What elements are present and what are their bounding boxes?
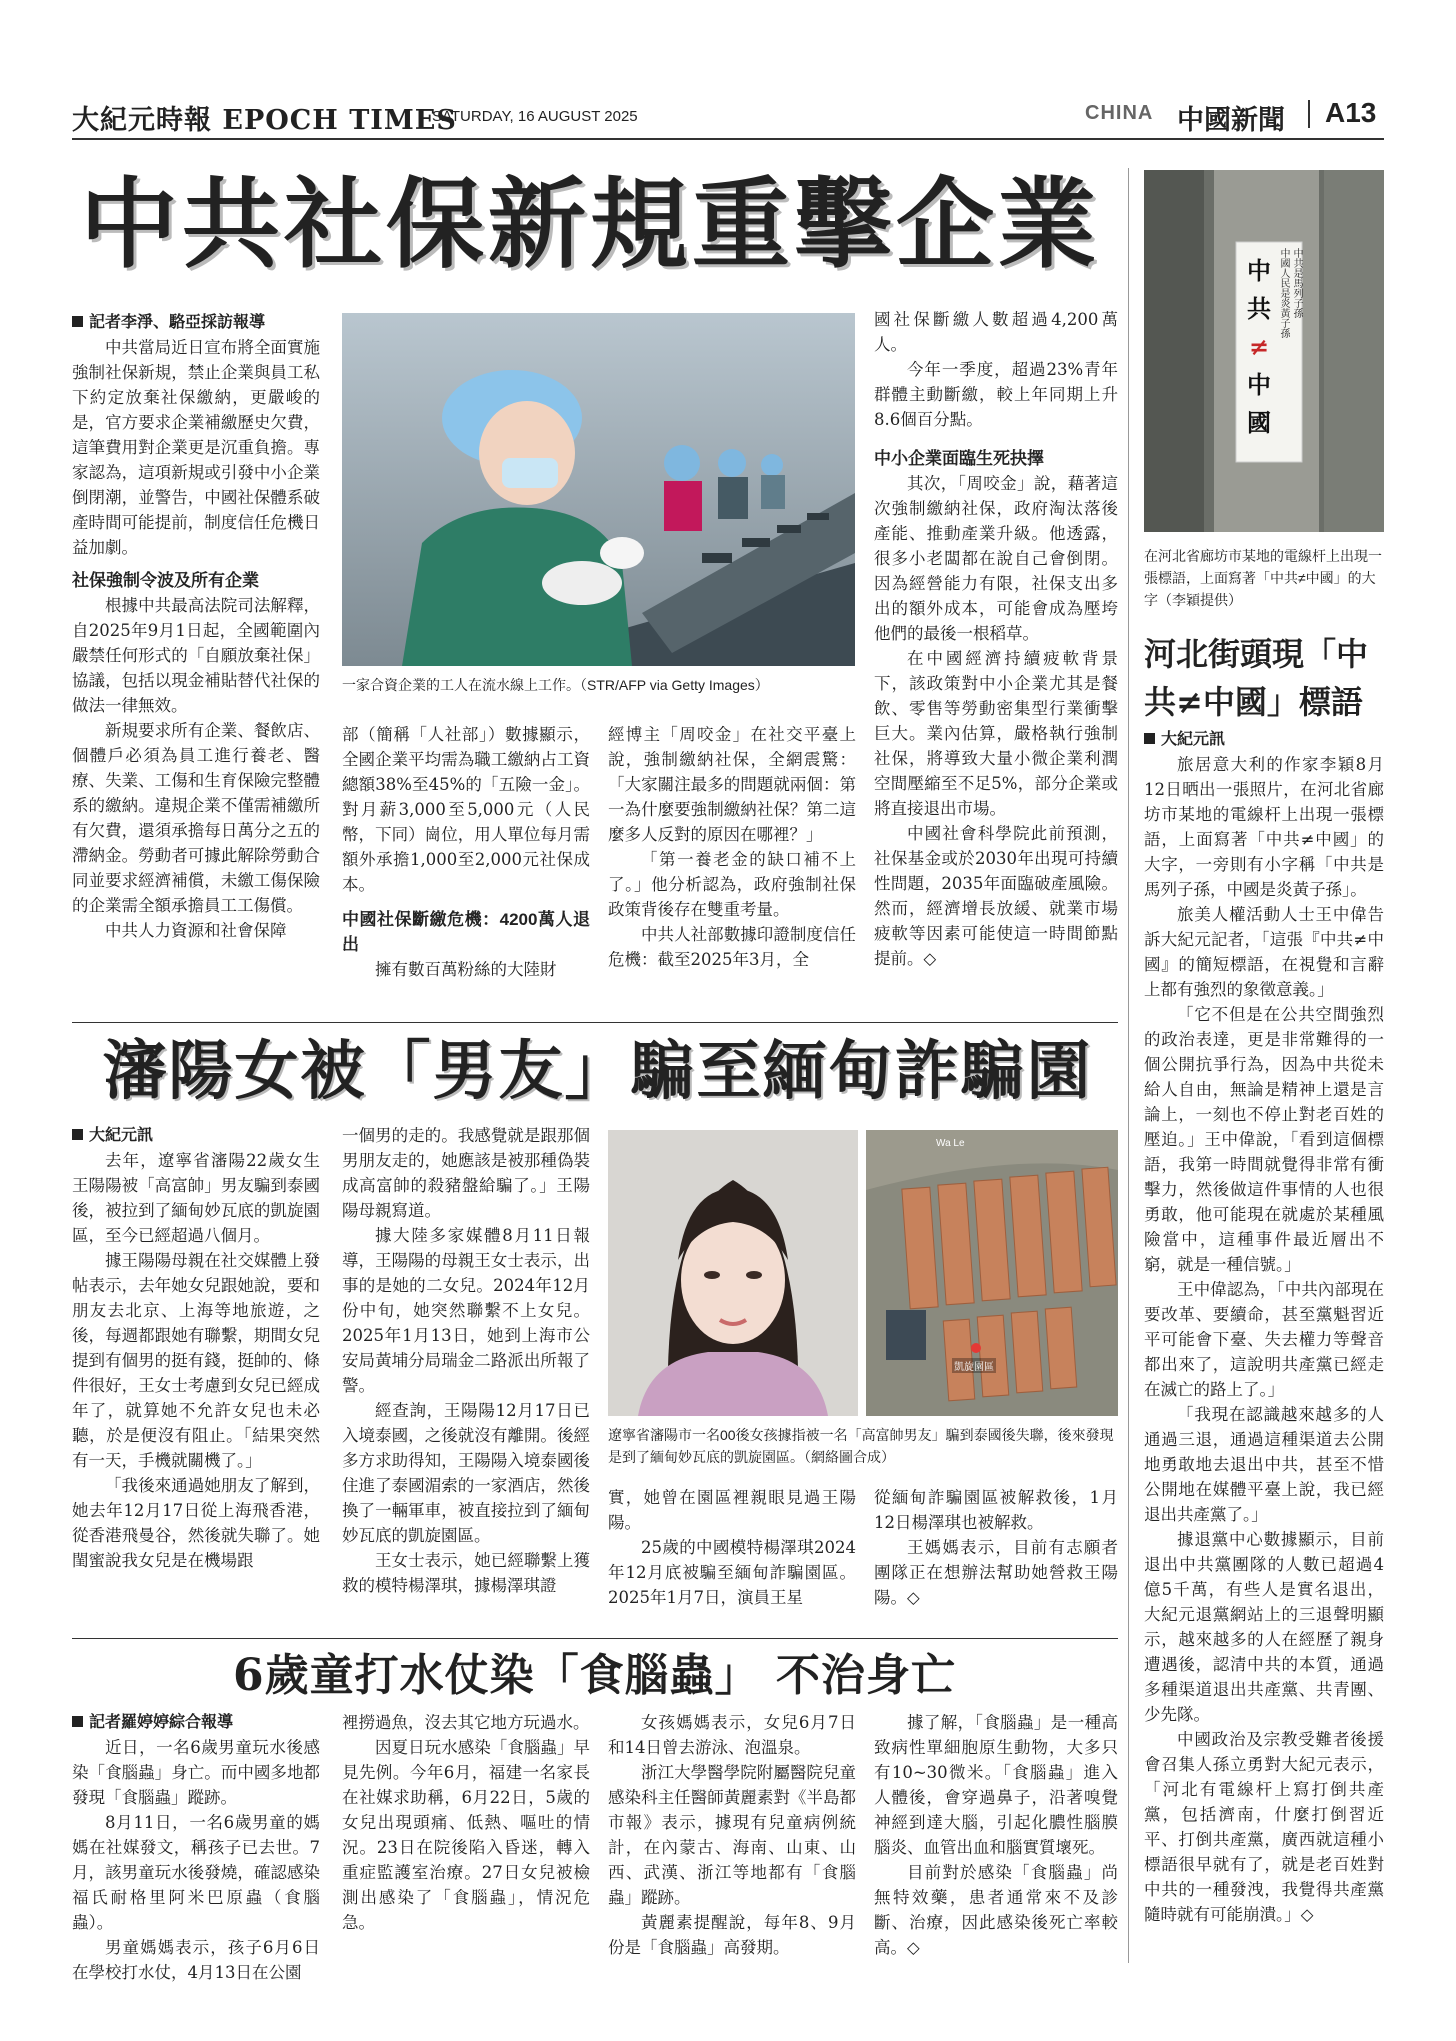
article1-byline: 記者李淨、駱亞採訪報導 (72, 310, 320, 335)
sidebar-body: 大紀元訊 旅居意大利的作家李穎8月12日晒出一張照片，在河北省廊坊市某地的電線杆上出現一張標語，上面寫著「中共≠中國」的大字，一旁則有小字稱「中共是馬列子孫，中國是炎黃子孫」。 旅美人權活動人士王中偉告訴大紀元記者，「這張『中共≠中國』的簡短標語，在視覺和言辭上都有強烈的象徵意義。」 「它不但是在公共空間強烈的政治表達，更是非常難得的一個公開抗爭行為，因為中共從未給人自由，無論是精神上還是言論上，一刻也不停止對老百姓的壓迫。」王中偉說，「看到這個標語，我第一時間就覺得非常有衝擊力，然後做這件事情的人也很勇敢，他可能現在就處於某種風險當中，這種事件最近層出不窮，就是一種信號。」 王中偉認為，「中共內部現在要改革、要續命，甚至黨魁習近平可能會下臺、失去權力等聲音都出來了，這說明共產黨已經走在滅亡的路上了。」 「我現在認識越來越多的人通過三退，通過這種渠道去公開地勇敢地去退出中共，甚至不惜公開地在媒體平臺上說，我已經退出共產黨了。」 據退黨中心數據顯示，目前退出中共黨團隊的人數已超過4億5千萬，有些人是實名退出，大紀元退黨網站上的三退聲明顯示，越來越多的人在經歷了親身遭遇後，認清中共的本質，通過多種渠道退出共產黨、共青團、少先隊。 中國政治及宗教受難者後援會召集人孫立勇對大紀元表示，「河北有電線杆上寫打倒共產黨，包括濟南，什麼打倒習近平、打倒共產黨，廣西就這種小標語很早就有了，就是老百姓對中共的一種發洩，我覺得共產黨隨時就有可能崩潰。」◇ (1144, 727, 1384, 1927)
portrait-photo (608, 1130, 858, 1416)
article2-col2: 一個男的走的。我感覺就是跟那個男朋友走的，她應該是被那種偽裝成高富帥的殺豬盤給騙了。」王陽陽母親寫道。 據大陸多家媒體8月11日報導，王陽陽的母親王女士表示，出事的是她的二女兒。2024年12月份中旬，她突然聯繫不上女兒。2025年1月13日，她到上海市公安局黃埔分局瑞金二路派出所報了警。 經查詢，王陽陽12月17日已入境泰國，之後就沒有離開。後經多方求助得知，王陽陽入境泰國後住進了泰國湄索的一家酒店，然後換了一輛軍車，被直接拉到了緬甸妙瓦底的凱旋園區。 王女士表示，她已經聯繫上獲救的模特楊澤琪，據楊澤琪證 (342, 1126, 590, 1595)
article2-col3: 實，她曾在園區裡親眼見過王陽陽。 25歲的中國模特楊澤琪2024年12月底被騙至緬甸詐騙園區。2025年1月7日，演員王星 (608, 1488, 856, 1607)
sidebar-headline: 河北街頭現「中共≠中國」標語 (1144, 635, 1369, 721)
section-en: CHINA (1085, 102, 1154, 124)
factory-photo (342, 313, 855, 666)
article1-col4: 國社保斷繳人數超過4,200萬人。 今年一季度，超過23%青年群體主動斷繳，較上年同期上升8.6個百分點。 中小企業面臨生死抉擇 其次，「周咬金」說，藉著這次強制繳納社保，政府淘汰落後產能、推動產業升級。他透露，很多小老闆都在說自己會倒閉。因為經營能力有限，社保支出多出的額外成本，可能會成為壓垮他們的最後一根稻草。 在中國經濟持續疲軟背景下，該政策對中小企業尤其是餐飲、零售等勞動密集型行業衝擊巨大。業內估算，嚴格執行強制社保，將導致大量小微企業利潤空間壓縮至不足5%，部分企業或將直接退出市場。 中國社會科學院此前預測，社保基金或於2030年出現可持續性問題，2035年面臨破產風險。然而，經濟增長放緩、就業市場疲軟等因素可能使這一時間節點提前。◇ (874, 310, 1118, 968)
article3-col4: 據了解，「食腦蟲」是一種高致病性單細胞原生動物，大多只有10~30微米。「食腦蟲」進入人體後，會穿過鼻子，沿著嗅覺神經到達大腦，引起化膿性腦膜腦炎、血管出血和腦實質壞死。 目前對於感染「食腦蟲」尚無特效藥，患者通常來不及診斷、治療，因此感染後死亡率較高。◇ (874, 1713, 1118, 1957)
article3-col3: 女孩媽媽表示，女兒6月7日和14日曾去游泳、泡溫泉。 浙江大學醫學院附屬醫院兒童感染科主任醫師黃麗素對《半島都市報》表示，據現有兒童病例統計，在內蒙古、海南、山東、山西、武漢、浙江等地都有「食腦蟲」蹤跡。 黃麗素提醒說，每年8、9月份是「食腦蟲」高發期。 (608, 1713, 856, 1957)
article3-headline: 6歲童打水仗染「食腦蟲」 不治身亡 (233, 1650, 956, 1701)
article2-headline: 瀋陽女被「男友」騙至緬甸詐騙園 (102, 1034, 1093, 1109)
poster-small-1: 中共是馬列子孫 (1291, 248, 1302, 318)
column-divider (1128, 168, 1129, 1963)
section-zh: 中國新聞 (1177, 105, 1285, 136)
article2-col4: 從緬甸詐騙園區被解救後，1月12日楊澤琪也被解救。 王媽媽表示，目前有志願者團隊正在想辦法幫助她營救王陽陽。◇ (874, 1488, 1118, 1607)
article1-subhead-1: 社保強制令波及所有企業 (72, 571, 259, 590)
article3-col1: 記者羅婷婷綜合報導 近日，一名6歲男童玩水後感染「食腦蟲」身亡。而中國多地都發現「食腦蟲」蹤跡。 8月11日，一名6歲男童的媽媽在社媒發文，稱孩子已去世。7月，該男童玩水後發燒，確認感染福氏耐格里阿米巴原蟲（食腦蟲）。 男童媽媽表示，孩子6月6日在學校打水仗，4月13日在公園 (72, 1710, 320, 1985)
header-rule (72, 138, 1384, 140)
issue-date: SATURDAY, 16 AUGUST 2025 (432, 108, 638, 125)
article-separator-2 (72, 1638, 1118, 1639)
pole-photo (1144, 170, 1384, 532)
map-label-wale: Wa Le (936, 1138, 965, 1149)
page-number: A13 (1325, 97, 1377, 128)
article1-col3: 經博主「周咬金」在社交平臺上說，強制繳納社保，全網震驚：「大家關注最多的問題就兩個：第一為什麼要強制繳納社保？第二這麼多人反對的原因在哪裡？」 「第一養老金的缺口補不上了。」他分析認為，政府強制社保政策背後存在雙重考量。 中共人社部數據印證制度信任危機：截至2025年3月，全 (608, 725, 856, 969)
article3-byline: 記者羅婷婷綜合報導 (72, 1710, 320, 1735)
pole-photo-caption: 在河北省廊坊市某地的電線杆上出現一張標語，上面寫著「中共≠中國」的大字（李穎提供） (1144, 548, 1382, 608)
sidebar-byline: 大紀元訊 (1144, 727, 1384, 752)
article2-photo-caption: 遼寧省瀋陽市一名00後女孩據指被一名「高富帥男友」騙到泰國後失聯，後來發現是到了緬甸妙瓦底的凱旋園區。（網絡圖合成） (608, 1427, 1114, 1465)
poster-small-2: 中國人民是炎黃子孫 (1278, 248, 1289, 338)
article-separator-1 (72, 1022, 1118, 1023)
paper-name: 大紀元時報 EPOCH TIMES (72, 105, 457, 136)
map-label-park: 凱旋園區 (952, 1358, 996, 1373)
article3-col2: 裡撈過魚，沒去其它地方玩過水。 因夏日玩水感染「食腦蟲」早見先例。今年6月，福建一名家長在社媒求助稱，6月22日，5歲的女兒出現頭痛、低熱、嘔吐的情況。23日在院後陷入昏迷，轉入重症監護室治療。27日女兒被檢測出感染了「食腦蟲」，情況危急。 (342, 1713, 590, 1932)
article1-col2: 部（簡稱「人社部」）數據顯示，全國企業平均需為職工繳納占工資總額38%至45%的「五險一金」。對月薪3,000至5,000元（人民幣，下同）崗位，用人單位每月需額外承擔1,000至2,000元社保成本。 中國社保斷繳危機：4200萬人退出 擁有數百萬粉絲的大陸財 (342, 725, 590, 979)
article2-byline: 大紀元訊 (72, 1123, 320, 1148)
article1-headline: 中共社保新規重擊企業 (80, 167, 1101, 282)
article1-col1: 記者李淨、駱亞採訪報導 中共當局近日宣布將全面實施強制社保新規，禁止企業與員工私下約定放棄社保繳納，更嚴峻的是，官方要求企業補繳歷史欠費，這筆費用對企業更是沉重負擔。專家認為，這項新規或引發中小企業倒閉潮，並警告，中國社保體系破產時間可能提前，制度信任危機日益加劇。 社保強制令波及所有企業 根據中共最高法院司法解釋，自2025年9月1日起，全國範圍內嚴禁任何形式的「自願放棄社保」協議，包括以現金補貼替代社保的做法一律無效。 新規要求所有企業、餐飲店、個體戶必須為員工進行養老、醫療、失業、工傷和生育保險完整體系的繳納。違規企業不僅需補繳所有欠費，還須承擔每日萬分之五的滯納金。勞動者可據此解除勞動合同並要求經濟補償，未繳工傷保險的企業需全額承擔員工工傷償。 中共人力資源和社會保障 (72, 310, 320, 943)
header-separator (1308, 100, 1310, 128)
article2-col1: 大紀元訊 去年，遼寧省瀋陽22歲女生王陽陽被「高富帥」男友騙到泰國後，被拉到了緬甸妙瓦底的凱旋園區，至今已經超過八個月。 據王陽陽母親在社交媒體上發帖表示，去年她女兒跟她說，要和朋友去北京、上海等地旅遊，之後，每週都跟她有聯繫，期間女兒提到有個男的挺有錢，挺帥的、條件很好，王女士考慮到女兒已經成年了，就算她不允許女兒也未必聽，於是便沒有阻止。「結果突然有一天，手機就關機了。」 「我後來通過她朋友了解到，她去年12月17日從上海飛香港，從香港飛曼谷，然後就失聯了。她閨蜜說我女兒是在機場跟 (72, 1123, 320, 1573)
article1-subhead-3: 中小企業面臨生死抉擇 (874, 449, 1044, 468)
poster-big-text: 中 共 ≠ 中 國 (1247, 256, 1271, 437)
factory-photo-caption: 一家合資企業的工人在流水線上工作。（STR/AFP via Getty Images） (342, 677, 769, 693)
map-photo (866, 1130, 1118, 1416)
article1-subhead-2: 中國社保斷繳危機：4200萬人退出 (342, 910, 590, 954)
